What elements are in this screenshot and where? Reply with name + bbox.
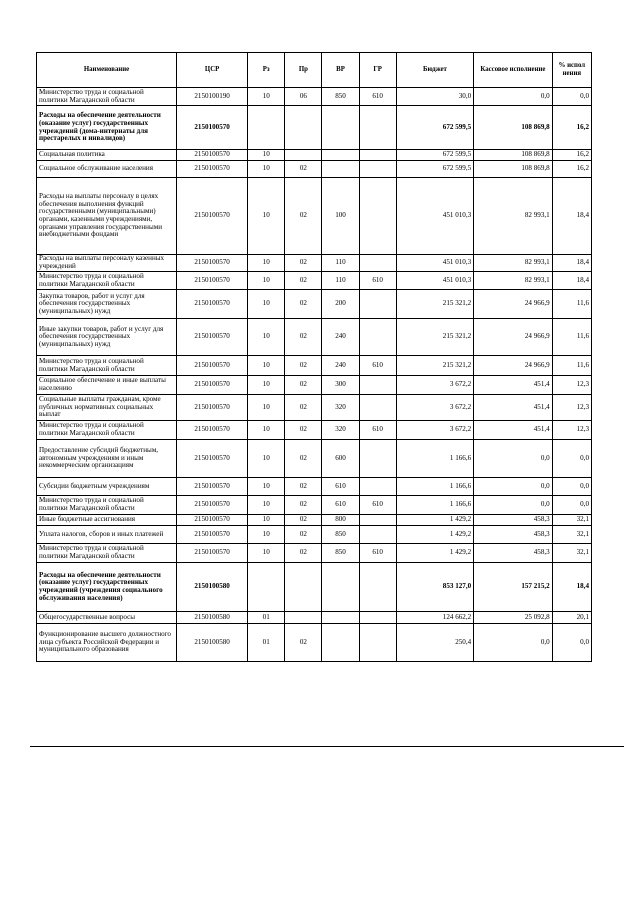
- cell-budget: 124 662,2: [396, 612, 473, 624]
- header-name: Наименование: [37, 53, 177, 88]
- table-row: [37, 356, 592, 376]
- cell-budget: 215 321,2: [396, 290, 473, 319]
- table-row: [37, 88, 592, 106]
- cell-rz: 10: [248, 544, 285, 563]
- cell-percent: 18,4: [552, 255, 591, 272]
- cell-name: Расходы на обеспечение деятельности (оказание услуг) государственных учреждений (дома-интернаты для престарелых и инвалидов): [37, 106, 177, 150]
- cell-pr: 02: [285, 478, 322, 496]
- cell-budget: 1 429,2: [396, 526, 473, 544]
- cell-gr: [359, 563, 396, 612]
- header-row: [37, 53, 592, 88]
- header-pr: Пр: [285, 53, 322, 88]
- cell-csr: 2150100570: [177, 478, 248, 496]
- table-row: [37, 319, 592, 356]
- cell-percent: 20,1: [552, 612, 591, 624]
- cell-csr: 2150100570: [177, 150, 248, 161]
- cell-rz: 10: [248, 88, 285, 106]
- cell-vr: 320: [322, 421, 359, 440]
- cell-pr: 02: [285, 440, 322, 478]
- cell-gr: [359, 440, 396, 478]
- cell-percent: 0,0: [552, 624, 591, 662]
- cell-rz: 10: [248, 515, 285, 526]
- table-row: [37, 624, 592, 662]
- table-row: [37, 376, 592, 395]
- cell-rz: [248, 106, 285, 150]
- cell-name: Закупка товаров, работ и услуг для обеспечения государственных (муниципальных) нужд: [37, 290, 177, 319]
- cell-budget: 1 429,2: [396, 515, 473, 526]
- cell-csr: 2150100570: [177, 440, 248, 478]
- header-vr: ВР: [322, 53, 359, 88]
- cell-kassa: 157 215,2: [474, 563, 553, 612]
- cell-vr: [322, 612, 359, 624]
- cell-gr: [359, 290, 396, 319]
- table-row: [37, 150, 592, 161]
- cell-gr: 610: [359, 272, 396, 290]
- cell-budget: 451 010,3: [396, 178, 473, 255]
- cell-rz: 10: [248, 150, 285, 161]
- cell-csr: 2150100570: [177, 290, 248, 319]
- cell-rz: 01: [248, 624, 285, 662]
- cell-percent: 18,4: [552, 563, 591, 612]
- cell-percent: 32,1: [552, 526, 591, 544]
- cell-gr: [359, 319, 396, 356]
- cell-pr: [285, 106, 322, 150]
- cell-gr: [359, 395, 396, 421]
- cell-csr: 2150100570: [177, 178, 248, 255]
- cell-gr: [359, 376, 396, 395]
- cell-gr: 610: [359, 544, 396, 563]
- cell-csr: 2150100570: [177, 496, 248, 515]
- cell-csr: 2150100570: [177, 272, 248, 290]
- cell-csr: 2150100570: [177, 356, 248, 376]
- cell-pr: 02: [285, 356, 322, 376]
- cell-budget: 1 429,2: [396, 544, 473, 563]
- table-row: [37, 178, 592, 255]
- cell-budget: 3 672,2: [396, 395, 473, 421]
- cell-gr: 610: [359, 421, 396, 440]
- cell-csr: 2150100190: [177, 88, 248, 106]
- table-row: [37, 255, 592, 272]
- header-rz: Рз: [248, 53, 285, 88]
- table-row: [37, 515, 592, 526]
- cell-name: Предоставление субсидий бюджетным, автономным учреждениям и иным некоммерческим организациям: [37, 440, 177, 478]
- cell-csr: 2150100570: [177, 544, 248, 563]
- cell-pr: 02: [285, 544, 322, 563]
- cell-gr: 610: [359, 496, 396, 515]
- cell-vr: 600: [322, 440, 359, 478]
- cell-vr: [322, 106, 359, 150]
- header-budget: Бюджет: [396, 53, 473, 88]
- cell-kassa: 0,0: [474, 496, 553, 515]
- cell-pr: 06: [285, 88, 322, 106]
- cell-pr: [285, 612, 322, 624]
- cell-gr: [359, 478, 396, 496]
- header-gr: ГР: [359, 53, 396, 88]
- cell-name: Социальное обслуживание населения: [37, 161, 177, 178]
- cell-gr: [359, 526, 396, 544]
- cell-vr: [322, 563, 359, 612]
- cell-name: Иные бюджетные ассигнования: [37, 515, 177, 526]
- cell-budget: 30,0: [396, 88, 473, 106]
- cell-rz: 10: [248, 290, 285, 319]
- cell-rz: 10: [248, 421, 285, 440]
- table-row: [37, 612, 592, 624]
- cell-vr: 320: [322, 395, 359, 421]
- cell-vr: [322, 161, 359, 178]
- cell-rz: 10: [248, 161, 285, 178]
- cell-pr: 02: [285, 376, 322, 395]
- cell-vr: 610: [322, 496, 359, 515]
- cell-kassa: 458,3: [474, 544, 553, 563]
- cell-budget: 215 321,2: [396, 319, 473, 356]
- cell-pr: [285, 150, 322, 161]
- cell-vr: 110: [322, 255, 359, 272]
- cell-name: Министерство труда и социальной политики Магаданской области: [37, 272, 177, 290]
- cell-rz: 10: [248, 478, 285, 496]
- cell-pr: 02: [285, 515, 322, 526]
- cell-percent: 0,0: [552, 440, 591, 478]
- cell-vr: 850: [322, 88, 359, 106]
- cell-budget: 1 166,6: [396, 478, 473, 496]
- cell-percent: 12,3: [552, 395, 591, 421]
- cell-rz: 10: [248, 526, 285, 544]
- cell-gr: [359, 150, 396, 161]
- cell-gr: 610: [359, 88, 396, 106]
- cell-percent: 0,0: [552, 478, 591, 496]
- table-row: [37, 478, 592, 496]
- cell-pr: 02: [285, 624, 322, 662]
- cell-kassa: 108 869,8: [474, 161, 553, 178]
- cell-percent: 32,1: [552, 544, 591, 563]
- cell-csr: 2150100570: [177, 526, 248, 544]
- table-row: [37, 161, 592, 178]
- page-divider: [30, 746, 624, 747]
- cell-name: Субсидии бюджетным учреждениям: [37, 478, 177, 496]
- cell-percent: 0,0: [552, 496, 591, 515]
- cell-name: Министерство труда и социальной политики Магаданской области: [37, 88, 177, 106]
- cell-rz: 10: [248, 255, 285, 272]
- header-csr: ЦСР: [177, 53, 248, 88]
- cell-rz: [248, 563, 285, 612]
- cell-name: Общегосударственные вопросы: [37, 612, 177, 624]
- table-row: [37, 496, 592, 515]
- cell-budget: 853 127,0: [396, 563, 473, 612]
- cell-pr: 02: [285, 319, 322, 356]
- cell-pr: 02: [285, 421, 322, 440]
- cell-vr: [322, 150, 359, 161]
- cell-kassa: 458,3: [474, 515, 553, 526]
- cell-percent: 0,0: [552, 88, 591, 106]
- cell-percent: 12,3: [552, 376, 591, 395]
- cell-pr: 02: [285, 255, 322, 272]
- cell-name: Функционирование высшего должностного лица субъекта Российской Федерации и муниципального образования: [37, 624, 177, 662]
- cell-percent: 11,6: [552, 319, 591, 356]
- cell-gr: [359, 624, 396, 662]
- table-row: [37, 563, 592, 612]
- cell-name: Министерство труда и социальной политики Магаданской области: [37, 421, 177, 440]
- cell-gr: 610: [359, 356, 396, 376]
- cell-budget: 672 599,5: [396, 150, 473, 161]
- cell-pr: 02: [285, 272, 322, 290]
- cell-pr: 02: [285, 526, 322, 544]
- cell-vr: 850: [322, 526, 359, 544]
- cell-percent: 18,4: [552, 178, 591, 255]
- cell-kassa: 458,3: [474, 526, 553, 544]
- cell-kassa: 451,4: [474, 376, 553, 395]
- cell-kassa: 451,4: [474, 421, 553, 440]
- cell-rz: 10: [248, 356, 285, 376]
- cell-vr: 100: [322, 178, 359, 255]
- cell-pr: 02: [285, 496, 322, 515]
- table-row: [37, 421, 592, 440]
- cell-budget: 672 599,5: [396, 161, 473, 178]
- cell-percent: 11,6: [552, 290, 591, 319]
- cell-budget: 1 166,6: [396, 496, 473, 515]
- table-row: [37, 290, 592, 319]
- cell-gr: [359, 106, 396, 150]
- cell-vr: [322, 624, 359, 662]
- cell-name: Социальная политика: [37, 150, 177, 161]
- budget-table: [36, 52, 592, 662]
- table-row: [37, 440, 592, 478]
- cell-csr: 2150100570: [177, 515, 248, 526]
- table-row: [37, 395, 592, 421]
- cell-name: Министерство труда и социальной политики Магаданской области: [37, 544, 177, 563]
- cell-kassa: 108 869,8: [474, 106, 553, 150]
- cell-vr: 300: [322, 376, 359, 395]
- cell-vr: 110: [322, 272, 359, 290]
- cell-name: Социальные выплаты гражданам, кроме публичных нормативных социальных выплат: [37, 395, 177, 421]
- cell-kassa: 25 092,8: [474, 612, 553, 624]
- cell-rz: 10: [248, 178, 285, 255]
- cell-gr: [359, 161, 396, 178]
- cell-rz: 10: [248, 272, 285, 290]
- cell-gr: [359, 612, 396, 624]
- cell-vr: 200: [322, 290, 359, 319]
- cell-percent: 11,6: [552, 356, 591, 376]
- cell-name: Расходы на обеспечение деятельности (оказание услуг) государственных учреждений (учреждения социального обслуживания населения): [37, 563, 177, 612]
- cell-csr: 2150100570: [177, 319, 248, 356]
- cell-gr: [359, 515, 396, 526]
- cell-percent: 18,4: [552, 272, 591, 290]
- cell-csr: 2150100580: [177, 612, 248, 624]
- cell-percent: 12,3: [552, 421, 591, 440]
- header-percent: % испол нения: [552, 53, 591, 88]
- cell-csr: 2150100570: [177, 421, 248, 440]
- cell-pr: 02: [285, 290, 322, 319]
- cell-name: Министерство труда и социальной политики Магаданской области: [37, 356, 177, 376]
- cell-name: Социальное обеспечение и иные выплаты населению: [37, 376, 177, 395]
- cell-rz: 10: [248, 376, 285, 395]
- cell-pr: 02: [285, 395, 322, 421]
- cell-csr: 2150100570: [177, 255, 248, 272]
- table-row: [37, 106, 592, 150]
- cell-csr: 2150100580: [177, 624, 248, 662]
- cell-kassa: 24 966,9: [474, 356, 553, 376]
- cell-rz: 10: [248, 395, 285, 421]
- cell-csr: 2150100570: [177, 161, 248, 178]
- cell-percent: 16,2: [552, 106, 591, 150]
- table-row: [37, 544, 592, 563]
- cell-vr: 240: [322, 319, 359, 356]
- cell-budget: 215 321,2: [396, 356, 473, 376]
- cell-rz: 01: [248, 612, 285, 624]
- cell-budget: 250,4: [396, 624, 473, 662]
- cell-kassa: 451,4: [474, 395, 553, 421]
- cell-kassa: 0,0: [474, 624, 553, 662]
- cell-budget: 672 599,5: [396, 106, 473, 150]
- cell-kassa: 0,0: [474, 88, 553, 106]
- cell-pr: 02: [285, 161, 322, 178]
- cell-csr: 2150100570: [177, 376, 248, 395]
- cell-kassa: 82 993,1: [474, 178, 553, 255]
- cell-pr: 02: [285, 178, 322, 255]
- table-row: [37, 526, 592, 544]
- table-body: [37, 88, 592, 662]
- cell-kassa: 0,0: [474, 440, 553, 478]
- cell-gr: [359, 255, 396, 272]
- cell-rz: 10: [248, 496, 285, 515]
- cell-csr: 2150100580: [177, 563, 248, 612]
- cell-kassa: 82 993,1: [474, 255, 553, 272]
- cell-rz: 10: [248, 440, 285, 478]
- cell-csr: 2150100570: [177, 395, 248, 421]
- header-kassa: Кассовое исполнение: [474, 53, 553, 88]
- cell-vr: 610: [322, 478, 359, 496]
- cell-budget: 451 010,3: [396, 272, 473, 290]
- cell-vr: 240: [322, 356, 359, 376]
- cell-csr: 2150100570: [177, 106, 248, 150]
- table-row: [37, 272, 592, 290]
- cell-percent: 16,2: [552, 161, 591, 178]
- cell-kassa: 108 869,8: [474, 150, 553, 161]
- cell-name: Уплата налогов, сборов и иных платежей: [37, 526, 177, 544]
- cell-budget: 451 010,3: [396, 255, 473, 272]
- cell-kassa: 0,0: [474, 478, 553, 496]
- cell-gr: [359, 178, 396, 255]
- cell-vr: 800: [322, 515, 359, 526]
- cell-percent: 32,1: [552, 515, 591, 526]
- cell-name: Иные закупки товаров, работ и услуг для обеспечения государственных (муниципальных) нужд: [37, 319, 177, 356]
- cell-kassa: 24 966,9: [474, 319, 553, 356]
- cell-kassa: 24 966,9: [474, 290, 553, 319]
- cell-name: Расходы на выплаты персоналу в целях обеспечения выполнения функций государственными (муниципальными) органами, казенными учреждениями, органами управления государственными внебюджетными фондами: [37, 178, 177, 255]
- cell-rz: 10: [248, 319, 285, 356]
- cell-budget: 3 672,2: [396, 376, 473, 395]
- cell-pr: [285, 563, 322, 612]
- cell-name: Расходы на выплаты персоналу казенных учреждений: [37, 255, 177, 272]
- cell-percent: 16,2: [552, 150, 591, 161]
- cell-name: Министерство труда и социальной политики Магаданской области: [37, 496, 177, 515]
- cell-vr: 850: [322, 544, 359, 563]
- cell-kassa: 82 993,1: [474, 272, 553, 290]
- cell-budget: 1 166,6: [396, 440, 473, 478]
- cell-budget: 3 672,2: [396, 421, 473, 440]
